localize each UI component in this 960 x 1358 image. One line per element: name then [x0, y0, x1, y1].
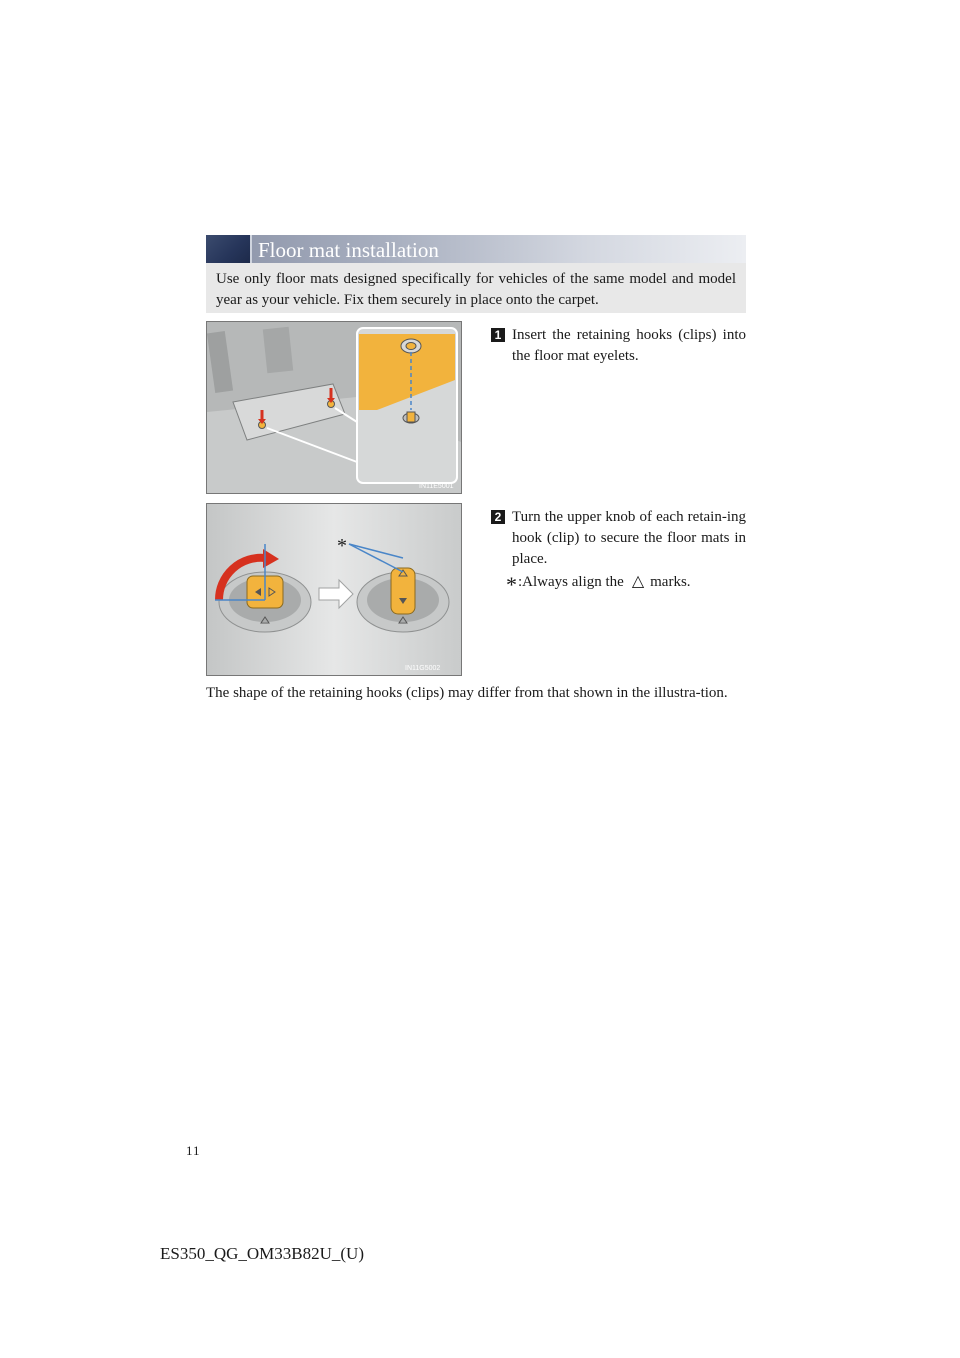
illustration-floor-mat-hooks	[206, 321, 462, 494]
intro-text: Use only floor mats designed specifically for vehicles of the same model and model year as your vehicle. Fix them securely in place onto the carpet.	[206, 263, 746, 313]
callout-asterisk: *	[337, 535, 347, 557]
note-before: :Always align the	[518, 574, 624, 590]
triangle-icon: △	[631, 571, 645, 590]
section-header	[206, 235, 746, 263]
illustration-code-1: IN11E5001	[419, 483, 454, 490]
header-square-icon	[206, 235, 252, 263]
step-number-2: 2	[491, 510, 505, 524]
illustration-hook-knob	[206, 503, 462, 676]
step-number-1: 1	[491, 328, 505, 342]
note-asterisk: *	[506, 572, 517, 597]
page-number: 11	[186, 1143, 201, 1158]
shape-differ-note: The shape of the retaining hooks (clips) may differ from that shown in the illustra-tion.	[206, 685, 728, 701]
illustration-code-2: IN11G5002	[405, 665, 441, 672]
document-code: ES350_QG_OM33B82U_(U)	[160, 1244, 364, 1263]
step-text-2: Turn the upper knob of each retain-ing hook (clip) to secure the floor mats in place.	[512, 509, 746, 567]
step-text-1: Insert the retaining hooks (clips) into the floor mat eyelets.	[512, 327, 746, 364]
note-after: marks.	[650, 574, 691, 590]
align-marks-note	[506, 570, 691, 595]
section-title: Floor mat installation	[258, 238, 439, 262]
